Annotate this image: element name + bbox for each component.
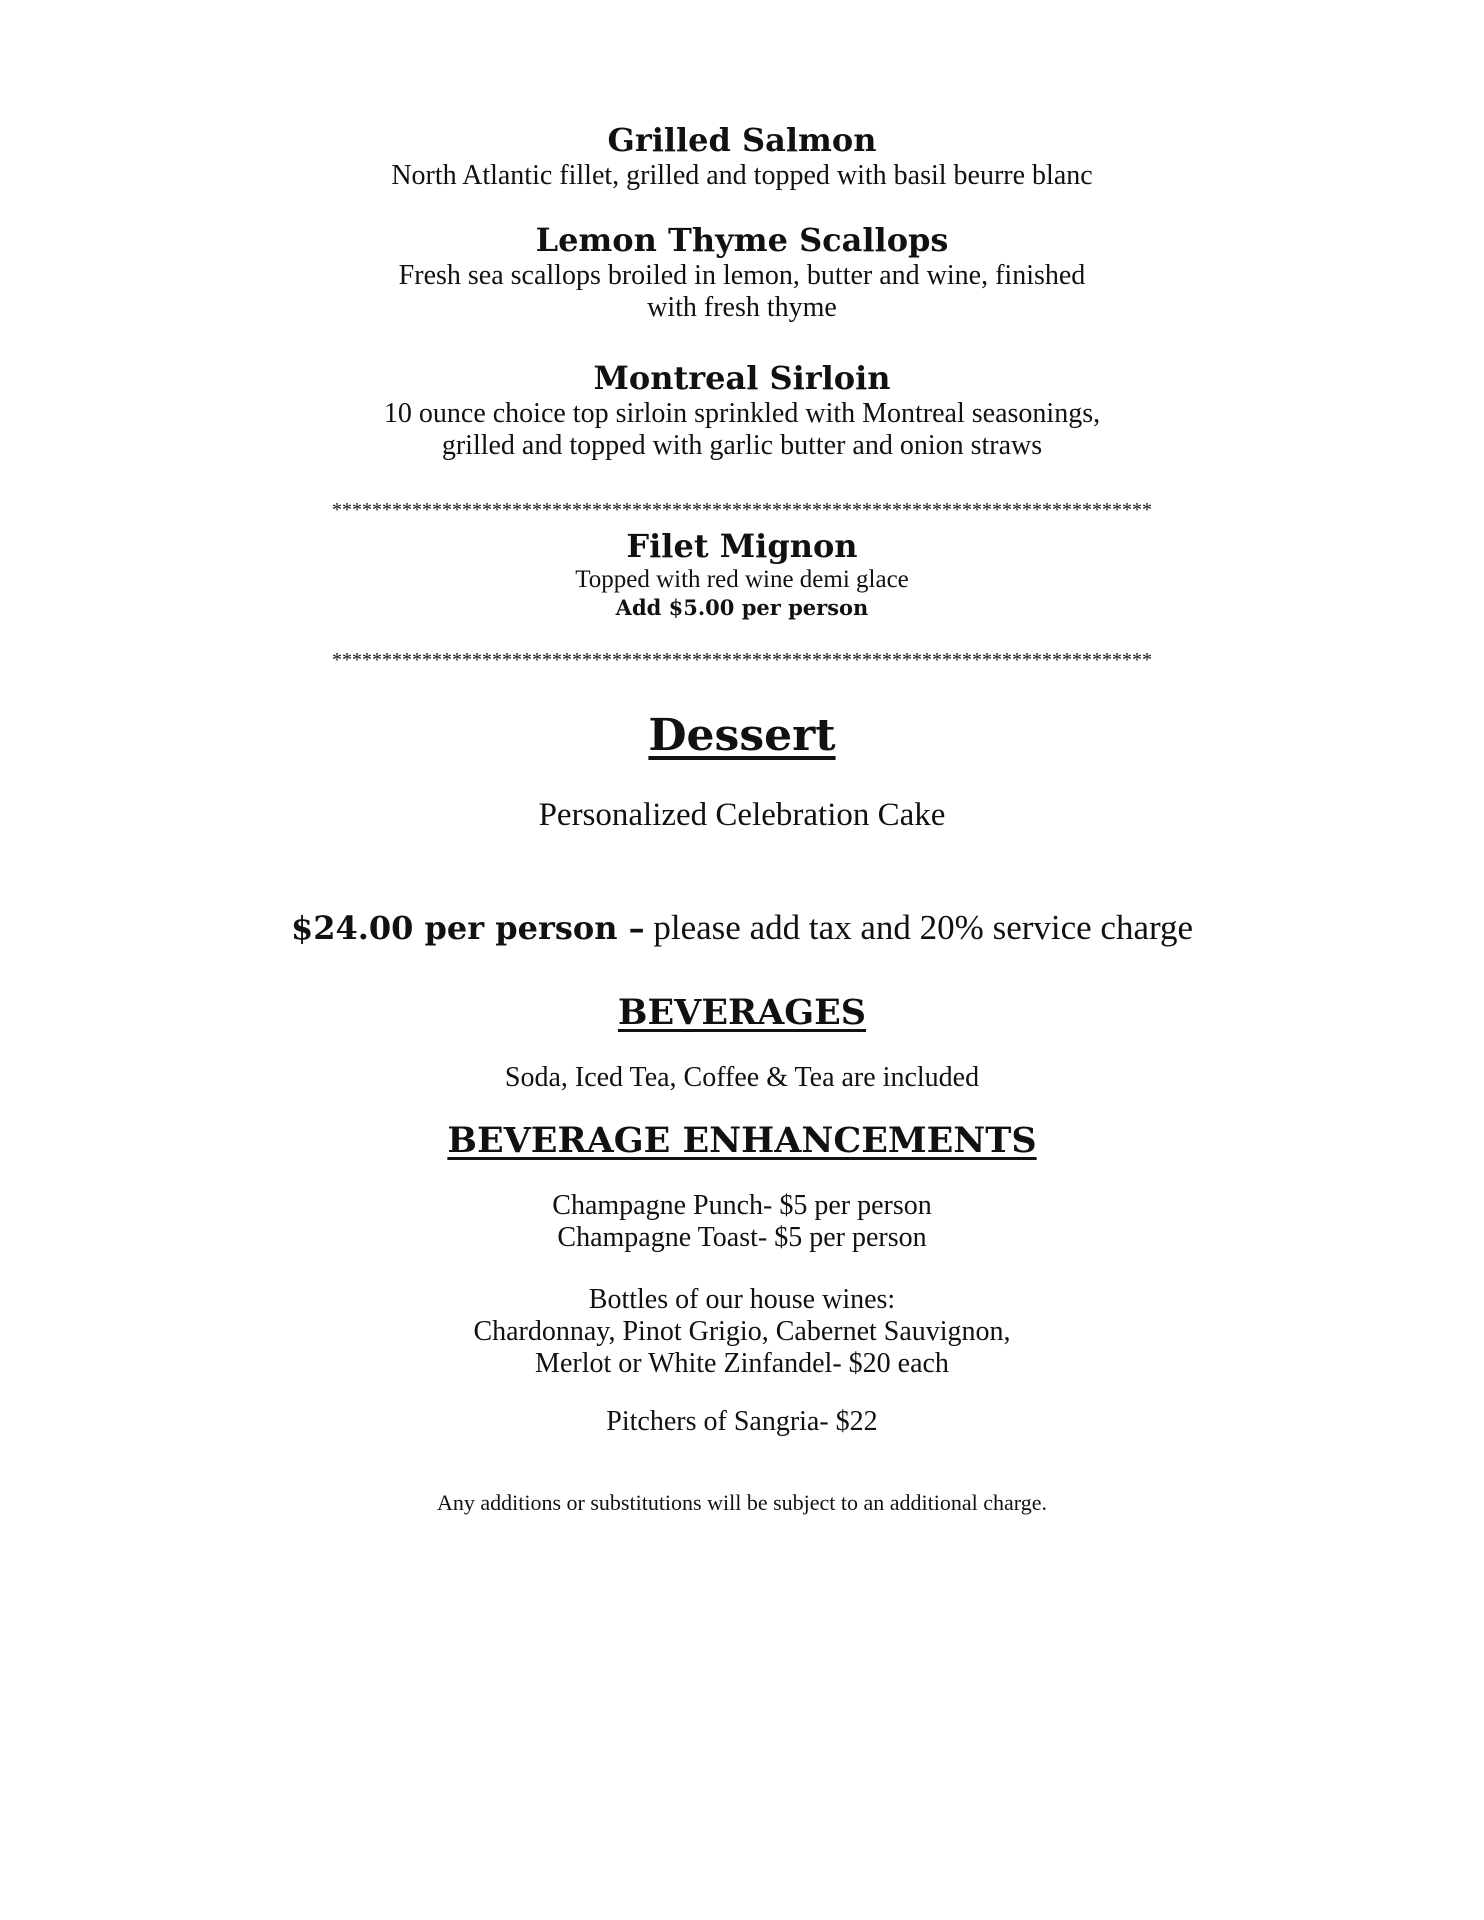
premium-upcharge: Add $5.00 per person	[615, 595, 869, 620]
dessert-heading: Dessert	[648, 710, 836, 761]
premium-title-filet-mignon: Filet Mignon	[626, 527, 858, 565]
enhancement-item: Merlot or White Zinfandel- $20 each	[535, 1348, 949, 1379]
beverage-enhancements-heading: BEVERAGE ENHANCEMENTS	[447, 1120, 1037, 1161]
beverages-heading: BEVERAGES	[617, 992, 867, 1033]
beverages-included: Soda, Iced Tea, Coffee & Tea are included	[504, 1062, 980, 1093]
entree-description: 10 ounce choice top sirloin sprinkled with Montreal seasonings,	[383, 398, 1101, 429]
entree-title-lemon-thyme-scallops: Lemon Thyme Scallops	[535, 221, 949, 259]
enhancement-item: Chardonnay, Pinot Grigio, Cabernet Sauvignon,	[473, 1316, 1011, 1347]
asterisk-divider: **********************************************************************************	[332, 499, 1152, 521]
price-amount: $24.00 per person –	[290, 909, 645, 947]
asterisk-divider: **********************************************************************************	[332, 649, 1152, 671]
price-note: please add tax and 20% service charge	[644, 908, 1194, 947]
dessert-item: Personalized Celebration Cake	[538, 797, 946, 833]
entree-description: North Atlantic fillet, grilled and topped with basil beurre blanc	[391, 160, 1093, 191]
enhancement-item: Bottles of our house wines:	[588, 1284, 896, 1315]
entree-description: with fresh thyme	[647, 292, 837, 323]
price-line	[0, 908, 1484, 948]
entree-title-montreal-sirloin: Montreal Sirloin	[593, 359, 891, 397]
entree-title-grilled-salmon: Grilled Salmon	[607, 121, 877, 159]
enhancement-item: Champagne Punch- $5 per person	[552, 1190, 932, 1221]
footer-note: Any additions or substitutions will be subject to an additional charge.	[436, 1490, 1047, 1515]
enhancement-item: Pitchers of Sangria- $22	[606, 1406, 878, 1437]
entree-description: grilled and topped with garlic butter and onion straws	[441, 430, 1043, 461]
entree-description: Fresh sea scallops broiled in lemon, butter and wine, finished	[398, 260, 1086, 291]
enhancement-item: Champagne Toast- $5 per person	[557, 1222, 927, 1253]
premium-description: Topped with red wine demi glace	[575, 566, 909, 593]
